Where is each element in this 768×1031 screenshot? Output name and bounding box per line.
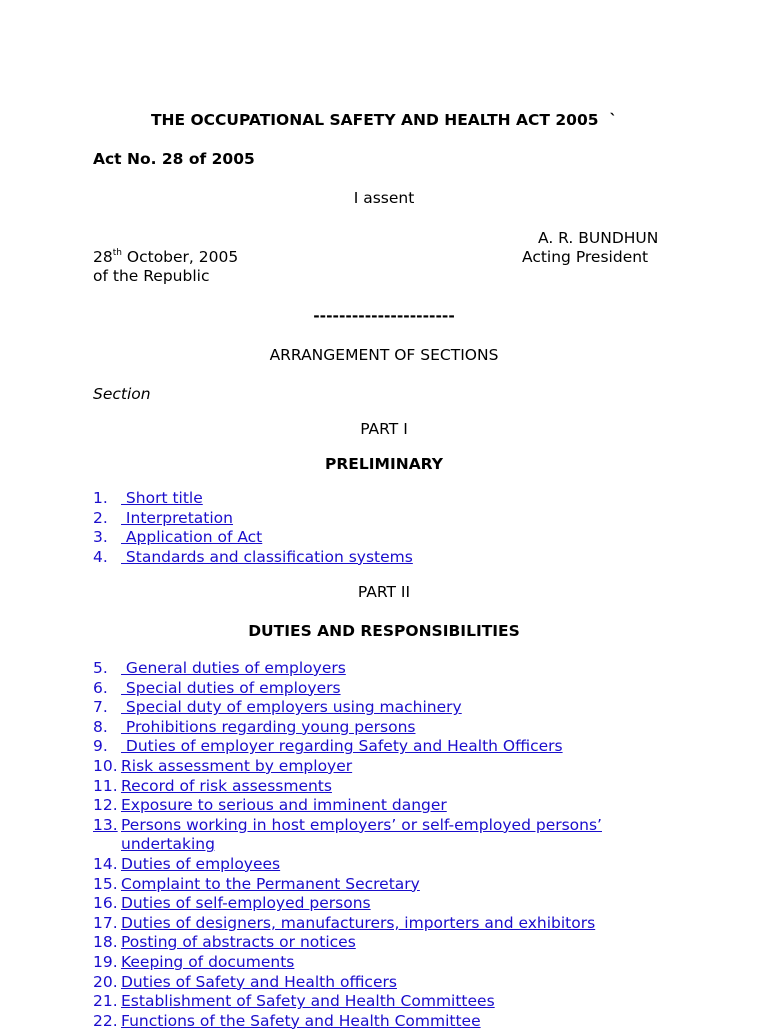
signatory-role: Acting President — [522, 248, 649, 266]
toc-link-7[interactable]: 7. Special duty of employers using machinery — [93, 698, 462, 717]
act-number: Act No. 28 of 2005 — [93, 150, 255, 168]
separator: ---------------------- — [313, 307, 455, 325]
toc-item — [93, 509, 413, 529]
toc-link-16[interactable]: 16. Duties of self-employed persons — [93, 894, 371, 913]
toc-link-5[interactable]: 5. General duties of employers — [93, 659, 346, 677]
toc-link-18[interactable]: 18. Posting of abstracts or notices — [93, 933, 356, 952]
part-1-title: PRELIMINARY — [325, 455, 443, 473]
toc-link-17[interactable]: 17. Duties of designers, manufacturers, importers and exhibitors — [93, 913, 596, 932]
republic-text: of the Republic — [93, 267, 210, 285]
toc-link-4[interactable]: 4. Standards and classification systems — [93, 547, 413, 566]
toc-item — [93, 973, 661, 993]
toc-item — [93, 679, 661, 699]
toc-item — [93, 737, 661, 757]
signatory-name: A. R. BUNDHUN — [538, 229, 659, 247]
toc-item — [93, 718, 661, 738]
toc-link-3[interactable]: 3. Application of Act — [93, 528, 263, 547]
toc-link-15[interactable]: 15. Complaint to the Permanent Secretary — [93, 874, 420, 893]
act-title-text: THE OCCUPATIONAL SAFETY AND HEALTH ACT 2005 — [150, 111, 599, 129]
toc-link-6[interactable]: 6. Special duties of employers — [93, 678, 341, 697]
assent-date-day: 28 — [93, 248, 113, 266]
act-title — [0, 110, 768, 130]
part-2-label: PART II — [357, 583, 411, 601]
toc-item — [93, 816, 661, 855]
toc-item — [93, 698, 661, 718]
toc-item — [93, 933, 661, 953]
assent-text: I assent — [353, 189, 415, 207]
toc-link-2[interactable]: 2. Interpretation — [93, 508, 233, 527]
part-1-toc — [93, 489, 413, 567]
toc-item — [93, 855, 661, 875]
assent-date — [93, 247, 238, 267]
toc-link-19[interactable]: 19. Keeping of documents — [93, 952, 295, 971]
toc-item — [93, 548, 413, 568]
toc-item — [93, 992, 661, 1012]
toc-item — [93, 894, 661, 914]
arrangement-heading: ARRANGEMENT OF SECTIONS — [269, 346, 499, 364]
toc-item — [93, 1012, 661, 1031]
toc-item — [93, 953, 661, 973]
toc-link-8[interactable]: 8. Prohibitions regarding young persons — [93, 717, 416, 736]
toc-link-13[interactable]: 13. Persons working in host employers’ or self-employed persons’ undertaking — [93, 815, 602, 854]
section-label: Section — [93, 385, 151, 403]
assent-date-rest: October, 2005 — [121, 248, 239, 266]
toc-link-9[interactable]: 9. Duties of employer regarding Safety and Health Officers — [93, 737, 563, 756]
part-1-label: PART I — [360, 420, 408, 438]
toc-link-22[interactable]: 22. Functions of the Safety and Health Committee — [93, 1011, 481, 1030]
toc-link-10[interactable]: 10. Risk assessment by employer — [93, 756, 353, 775]
toc-link-20[interactable]: 20. Duties of Safety and Health officers — [93, 972, 397, 991]
toc-item — [93, 528, 413, 548]
part-2-title: DUTIES AND RESPONSIBILITIES — [248, 622, 520, 640]
toc-item — [93, 914, 661, 934]
toc-link-1[interactable]: 1. Short title — [93, 489, 203, 507]
toc-item — [93, 757, 661, 777]
toc-link-21[interactable]: 21. Establishment of Safety and Health Committees — [93, 992, 495, 1011]
assent-date-suffix: th — [112, 247, 122, 258]
toc-item — [93, 777, 661, 797]
toc-link-12[interactable]: 12. Exposure to serious and imminent danger — [93, 796, 447, 815]
toc-link-11[interactable]: 11. Record of risk assessments — [93, 776, 332, 795]
toc-item — [93, 489, 413, 509]
toc-item — [93, 796, 661, 816]
act-title-mark: ` — [609, 111, 618, 129]
toc-item — [93, 875, 661, 895]
toc-item — [93, 659, 661, 679]
part-2-toc — [93, 659, 661, 1031]
toc-link-14[interactable]: 14. Duties of employees — [93, 854, 281, 873]
